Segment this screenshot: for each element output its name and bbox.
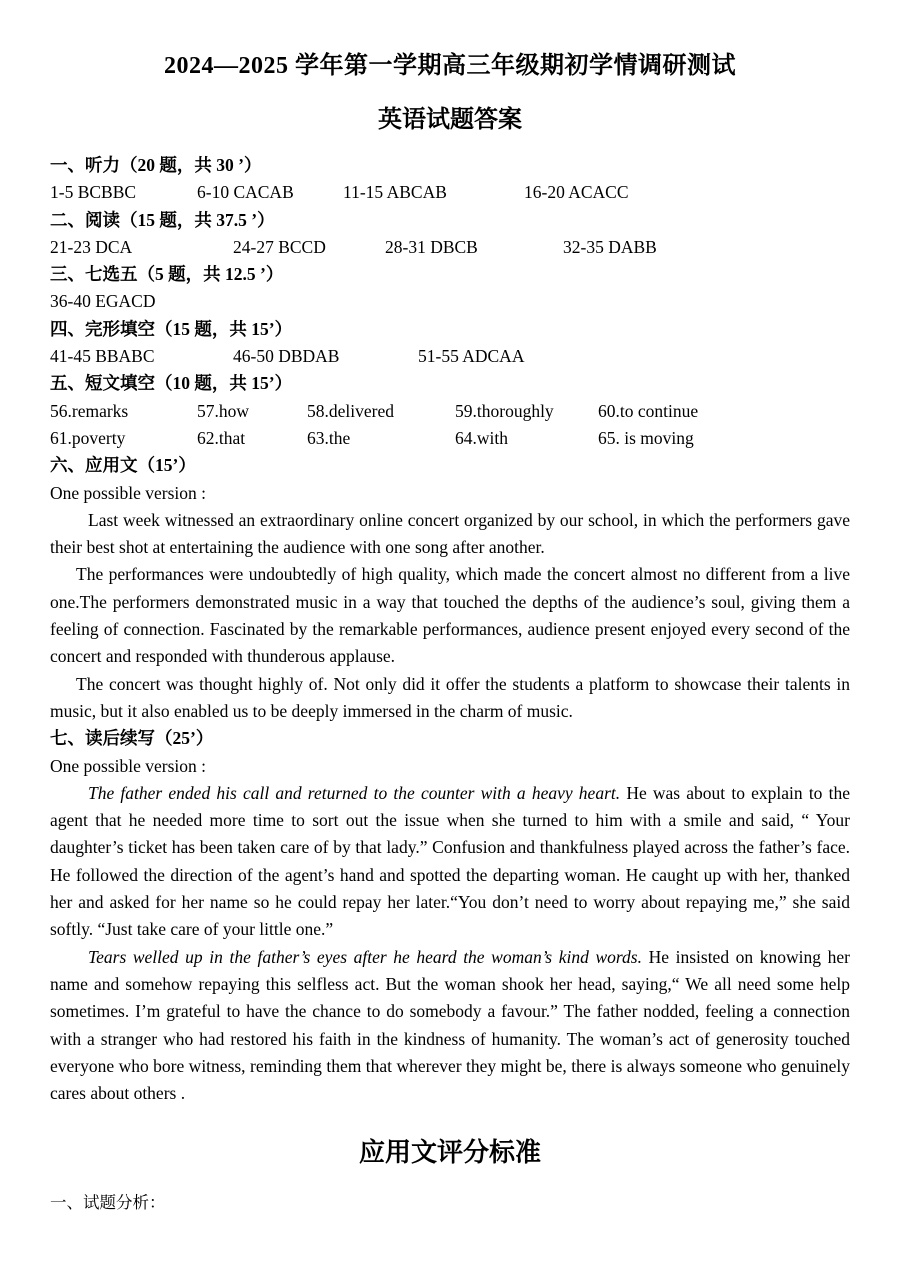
section-heading-blank-filling: 五、短文填空（10 题，共 15’） [50,373,293,394]
section-heading-continuation-writing: 七、读后续写（25’） [50,728,214,749]
applied-writing-intro: One possible version : [50,482,207,503]
section-heading-applied-writing: 六、应用文（15’） [50,455,196,476]
reading-answer-row [50,234,850,261]
answer-item: 60.to continue [598,400,699,421]
document-body [50,152,850,1107]
answer-group: 11-15 ABCAB [343,182,447,203]
answer-group: 51-55 ADCAA [418,346,525,367]
answer-item: 57.how [197,400,250,421]
answer-group: 1-5 BCBBC [50,182,137,203]
listening-answer-row [50,179,850,206]
answer-group: 21-23 DCA [50,236,133,257]
document-title: 2024—2025 学年第一学期高三年级期初学情调研测试 [164,53,736,79]
applied-writing-paragraph-2: The performances were undoubtedly of high quality, which made the concert almost no different from a live one.The performers demonstrated music in a way that touched the depths of the audience’s soul, giving them a feeling of connection. Fascinated by the remarkable performances, audience present enjoyed every second of the concert and responded with thunderous applause. [50,564,850,667]
section-heading-reading: 二、阅读（15 题，共 37.5 ’） [50,209,275,230]
section-heading-listening: 一、听力（20 题，共 30 ’） [50,155,262,175]
answer-item: 61.poverty [50,427,126,448]
seven-choose-five-answer-row [50,288,850,315]
applied-writing-paragraph-3: The concert was thought highly of. Not only did it offer the students a platform to showcase their talents in music, but it also enabled us to be deeply immersed in the charm of music. [50,673,850,721]
answer-item: 58.delivered [307,400,394,421]
question-analysis-label: 一、试题分析： [50,1193,166,1213]
answer-item: 64.with [455,427,508,448]
continuation-paragraph-1-body: He was about to explain to the agent that he needed more time to sort out the issue when she turned to him with a smile and said, “ Your daughter’s ticket has been taken care of by that lady.” Confusion and thankfulness played across the father’s face. He followed the direction of the agent’s hand and spotted the departing woman. He caught up with her, thanked her and asked for her name so he could repay her later.“You don’t need to worry about repaying me,” she said softly. “Just take care of your little one.” [50,782,850,940]
cloze-answer-row [50,343,850,370]
answer-item: 56.remarks [50,400,129,421]
answer-item: 65. is moving [598,427,694,448]
section-heading-seven-choose-five: 三、七选五（5 题，共 12.5 ’） [50,264,284,285]
applied-writing-paragraph-1: Last week witnessed an extraordinary online concert organized by our school, in which the performers gave their best shot at entertaining the audience with one song after another. [50,509,850,558]
document-subtitle: 英语试题答案 [378,107,522,133]
continuation-paragraph-2-lead: Tears welled up in the father’s eyes after he heard the woman’s kind words. [88,946,642,967]
answer-item: 59.thoroughly [455,400,554,421]
answer-group: 36-40 EGACD [50,291,156,312]
answer-group: 46-50 DBDAB [233,346,340,367]
answer-group: 24-27 BCCD [233,236,326,257]
answer-group: 32-35 DABB [563,236,657,257]
continuation-paragraph-2-body: He insisted on knowing her name and somehow repaying this selfless act. But the woman shook her head, saying,“ We all need some help sometimes. I’m grateful to have the chance to do somebody a favour.” The father nodded, feeling a connection with a stranger who had restored his faith in the kindness of humanity. The woman’s act of generosity touched everyone who bore witness, reminding them that wherever they might be, there is always someone who genuinely cares about others . [50,946,850,1104]
blank-filling-answer-row-1 [50,398,850,425]
continuation-paragraph-1-lead: The father ended his call and returned to the counter with a heavy heart. [88,782,621,803]
continuation-writing-intro: One possible version : [50,755,207,776]
blank-filling-answer-row-2 [50,425,850,452]
answer-group: 6-10 CACAB [197,182,294,203]
answer-item: 63.the [307,427,351,448]
answer-group: 28-31 DBCB [385,236,478,257]
continuation-paragraph-2 [50,944,850,1108]
scoring-criteria-heading: 应用文评分标准 [358,1138,541,1168]
answer-item: 62.that [197,427,246,448]
answer-group: 16-20 ACACC [524,182,629,203]
answer-group: 41-45 BBABC [50,346,155,367]
section-heading-cloze: 四、完形填空（15 题，共 15’） [50,318,293,339]
continuation-paragraph-1 [50,780,850,944]
